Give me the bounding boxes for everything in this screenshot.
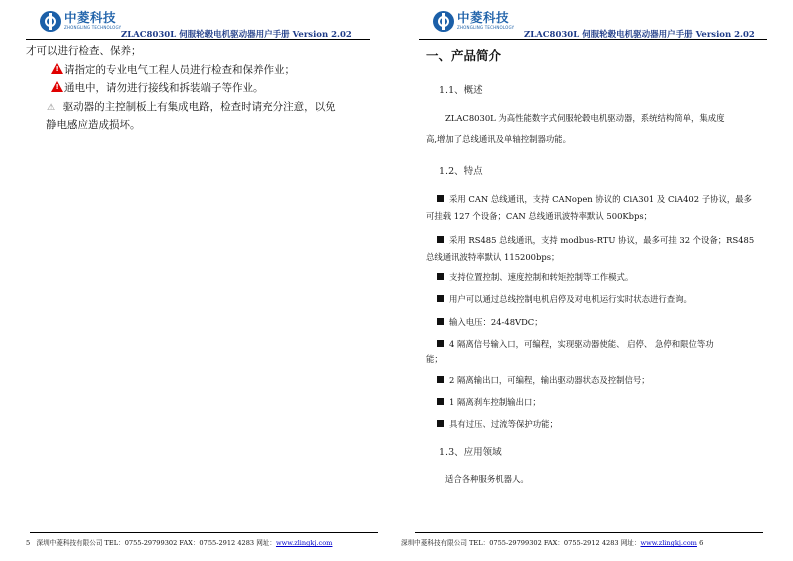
- bullet-square-icon: [437, 273, 444, 280]
- feature-item: [437, 393, 541, 411]
- bullet-square-icon: [437, 236, 444, 243]
- website-link[interactable]: www.zlingkj.com: [640, 539, 697, 547]
- warning-triangle-icon: [51, 81, 63, 92]
- text-line: 静电感应造成损坏。: [46, 119, 141, 131]
- feature-text: 2 隔离输出口，可编程，输出驱动器状态及控制信号；: [449, 375, 650, 385]
- header-title: ZLAC8030L 伺服轮毂电机驱动器用户手册 Version 2.02: [121, 30, 352, 40]
- bullet-square-icon: [437, 340, 444, 347]
- manual-page-6: [397, 0, 793, 561]
- feature-item: [437, 415, 558, 433]
- subsection-heading: 1.3、应用领域: [439, 447, 502, 458]
- footer: [401, 537, 703, 547]
- feature-item: [437, 268, 633, 286]
- header-divider: [419, 39, 767, 40]
- feature-text: 1 隔离刹车控制输出口；: [449, 397, 541, 407]
- page-number: 6: [699, 539, 704, 547]
- warning-line: [51, 63, 295, 77]
- feature-item-continued: 总线通讯波特率默认 115200bps；: [426, 252, 560, 262]
- feature-text: 用户可以通过总线控制电机启停及对电机运行实时状态进行查询。: [449, 294, 692, 304]
- logo-english-name: ZHONGLING TECHNOLOGY: [457, 24, 515, 30]
- warning-line: [51, 81, 264, 95]
- bullet-square-icon: [437, 295, 444, 302]
- bullet-square-icon: [437, 398, 444, 405]
- paragraph-line: 高,增加了总线通讯及单轴控制器功能。: [426, 134, 572, 144]
- logo-chinese-name: 中菱科技: [457, 10, 510, 26]
- footer: [26, 537, 332, 547]
- company-logo: [40, 9, 121, 33]
- header-divider: [26, 39, 370, 40]
- bullet-square-icon: [437, 420, 444, 427]
- static-note-icon: ⚠: [46, 103, 56, 113]
- logo-chinese-name: 中菱科技: [64, 10, 117, 26]
- subsection-heading: 1.2、特点: [439, 166, 483, 177]
- paragraph-line: ZLAC8030L 为高性能数字式伺服轮毂电机驱动器，系统结构简单，集成度: [445, 113, 725, 123]
- section-title: 一、产品简介: [426, 48, 502, 63]
- feature-text: 输入电压：24-48VDC；: [449, 317, 543, 327]
- warning-triangle-icon: [51, 63, 63, 74]
- feature-item: [437, 371, 650, 389]
- feature-text: 4 隔离信号输入口，可编程，实现驱动器使能、 启停、 急停和限位等功: [449, 339, 714, 349]
- manual-page-5: [0, 0, 396, 561]
- bullet-square-icon: [437, 376, 444, 383]
- note-line: [46, 100, 336, 115]
- logo-english-name: ZHONGLING TECHNOLOGY: [64, 24, 122, 30]
- page-number: 5: [26, 539, 31, 547]
- feature-text: 采用 CAN 总线通讯，支持 CANopen 协议的 CiA301 及 CiA402 子协议，最多: [449, 194, 752, 204]
- bullet-square-icon: [437, 318, 444, 325]
- company-logo: [433, 9, 514, 33]
- header-title: ZLAC8030L 伺服轮毂电机驱动器用户手册 Version 2.02: [524, 30, 755, 40]
- subsection-heading: 1.1、概述: [439, 85, 483, 96]
- feature-item-continued: 可挂载 127 个设备；CAN 总线通讯波特率默认 500Kbps；: [426, 211, 653, 221]
- warning-text: 通电中，请勿进行接线和拆装端子等作业。: [64, 82, 264, 94]
- feature-text: 支持位置控制、速度控制和转矩控制等工作模式。: [449, 272, 634, 282]
- company-logo-icon: [40, 11, 61, 32]
- bullet-square-icon: [437, 195, 444, 202]
- feature-item: [437, 190, 752, 208]
- feature-item: [437, 290, 692, 308]
- text-line: 才可以进行检查、保养；: [26, 45, 142, 57]
- note-text: 驱动器的主控制板上有集成电路，检查时请充分注意，以免: [62, 101, 336, 113]
- paragraph-line: 适合各种服务机器人。: [445, 474, 529, 484]
- footer-divider: [30, 532, 378, 533]
- feature-text: 具有过压、过流等保护功能；: [449, 419, 558, 429]
- feature-text: 采用 RS485 总线通讯，支持 modbus-RTU 协议，最多可挂 32 个设备；RS485: [449, 235, 755, 245]
- footer-contact: 深圳中菱科技有限公司 TEL：0755-29799302 FAX：0755-2912 4283 网址：: [36, 539, 276, 547]
- feature-item-continued: 能；: [426, 354, 443, 364]
- feature-item: [437, 335, 714, 353]
- company-logo-icon: [433, 11, 454, 32]
- feature-item: [437, 231, 754, 249]
- footer-divider: [415, 532, 763, 533]
- website-link[interactable]: www.zlingkj.com: [275, 539, 333, 547]
- warning-text: 请指定的专业电气工程人员进行检查和保养作业；: [64, 64, 295, 76]
- feature-item: [437, 313, 543, 331]
- footer-contact: 深圳中菱科技有限公司 TEL：0755-29799302 FAX：0755-2912 4283 网址：: [401, 539, 641, 547]
